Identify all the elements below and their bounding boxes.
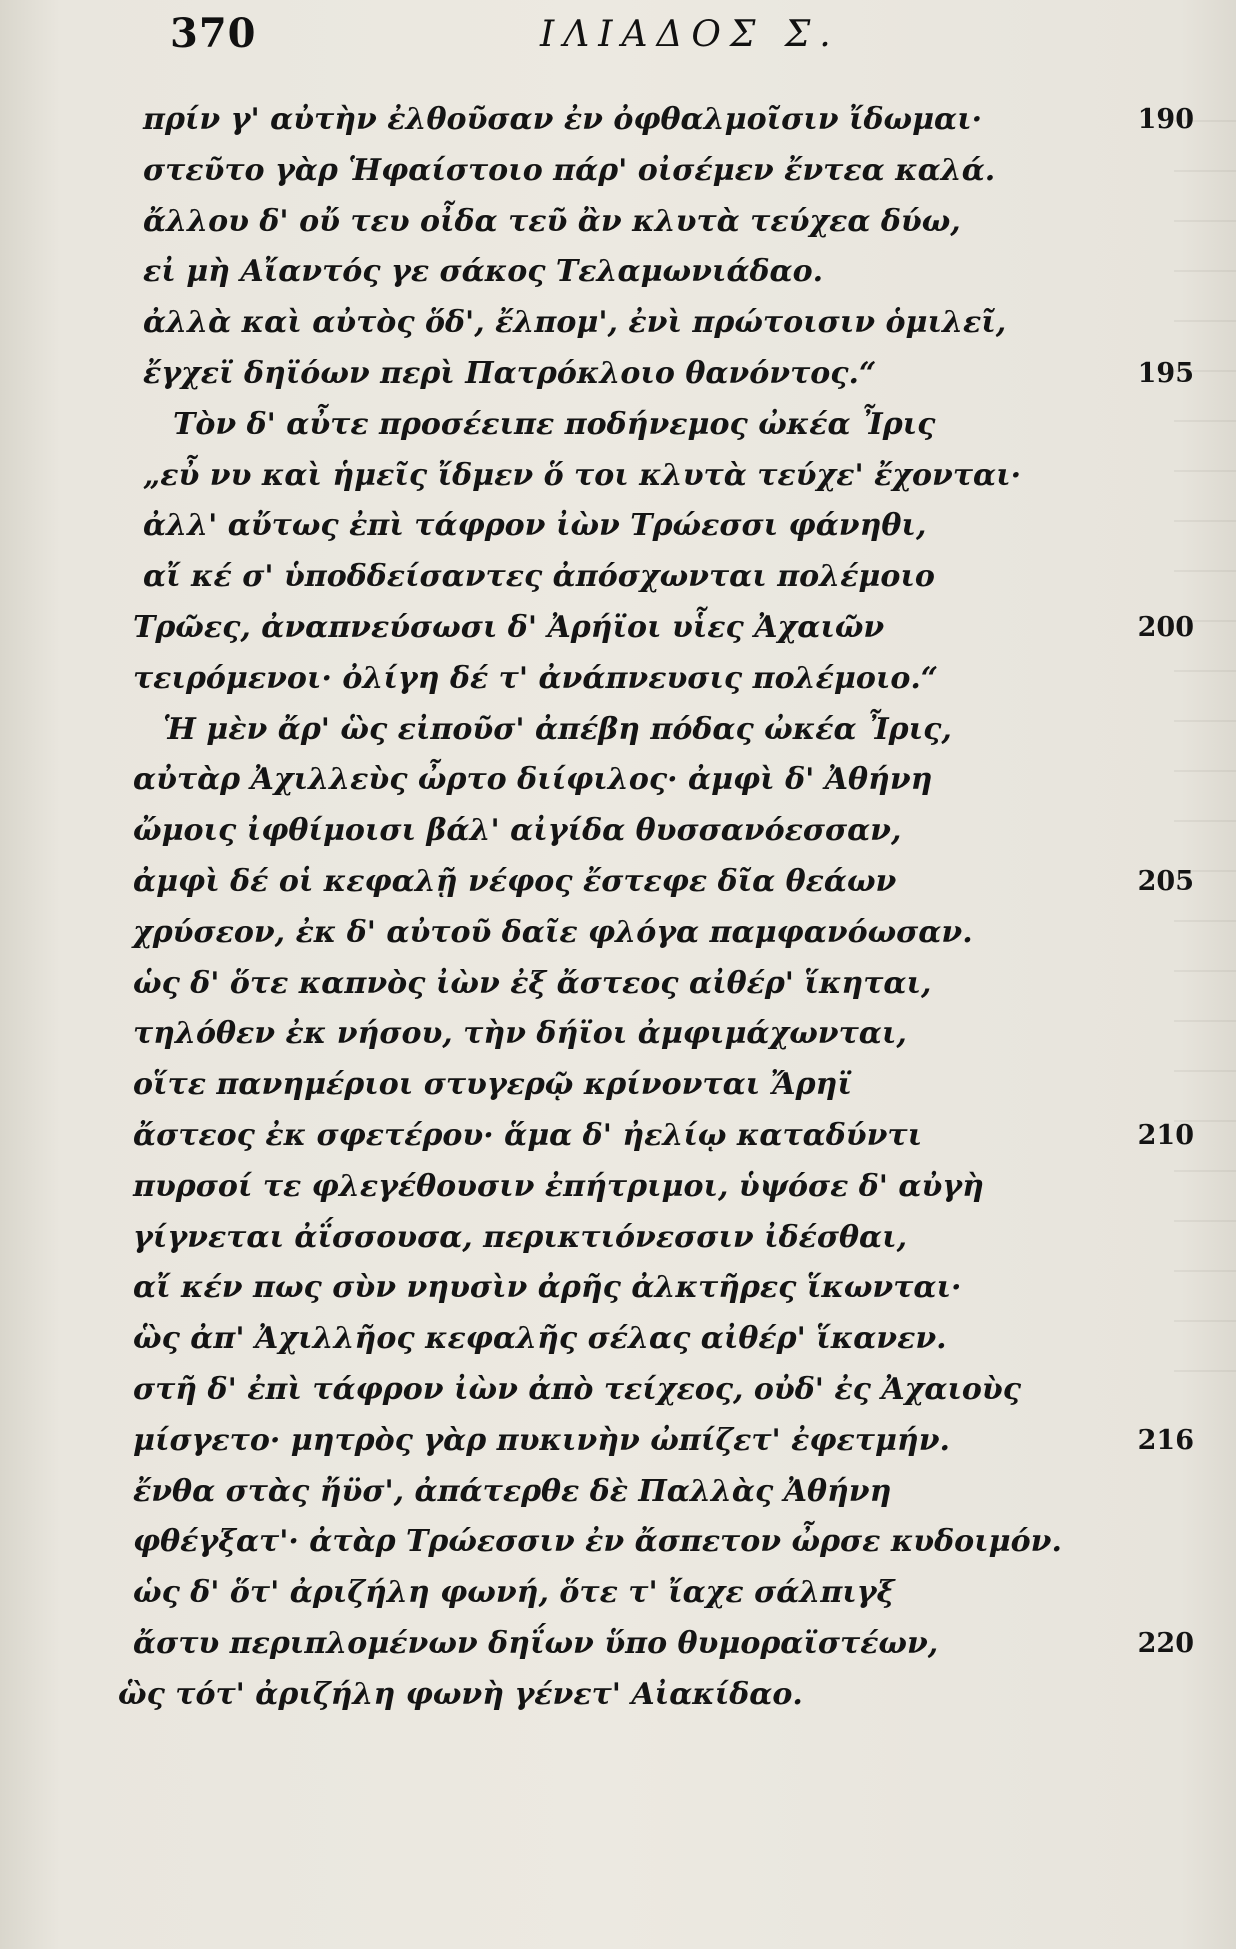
verse-text: ἔγχεϊ δηϊόων περὶ Πατρόκλοιο θανόντος.“ xyxy=(143,355,877,391)
verse-text: Τρῶες, ἀναπνεύσωσι δ' Ἀρήϊοι υἷες Ἀχαιῶν xyxy=(133,609,885,645)
running-title: ΙΛΙΑΔΟΣ Σ. xyxy=(540,14,840,55)
verse-line xyxy=(0,1009,1236,1060)
verse-text: ὤμοις ἰφθίμοισι βάλ' αἰγίδα θυσσανόεσσαν, xyxy=(133,813,902,849)
verse-line xyxy=(0,400,1236,451)
verse-line xyxy=(0,349,1236,400)
verse-text: ἄλλου δ' οὔ τευ οἶδα τεῦ ἂν κλυτὰ τεύχεα δύω, xyxy=(143,203,961,239)
verse-text: ἀλλ' αὔτως ἐπὶ τάφρον ἰὼν Τρώεσσι φάνηθι, xyxy=(143,508,927,544)
verse-line xyxy=(0,1619,1236,1670)
verse-line xyxy=(0,247,1236,298)
verse-text: ὣς τότ' ἀριζήλη φωνὴ γένετ' Αἰακίδαο. xyxy=(118,1676,803,1712)
line-number: 220 xyxy=(1137,1627,1194,1659)
verse-line xyxy=(0,1213,1236,1264)
verse-line xyxy=(0,1670,1236,1721)
verse-line xyxy=(0,603,1236,654)
verse-text: μίσγετο· μητρὸς γὰρ πυκινὴν ὠπίζετ' ἐφετμήν. xyxy=(133,1422,950,1458)
verse-text: στῆ δ' ἐπὶ τάφρον ἰὼν ἀπὸ τείχεος, οὐδ' ἐς Ἀχαιοὺς xyxy=(133,1371,1022,1407)
verse-line xyxy=(0,95,1236,146)
verse-line xyxy=(0,755,1236,806)
page-number: 370 xyxy=(170,10,257,57)
verse-line xyxy=(0,197,1236,248)
verse-line xyxy=(0,501,1236,552)
verse-line xyxy=(0,298,1236,349)
verse-line xyxy=(0,806,1236,857)
verse-line xyxy=(0,1162,1236,1213)
verse-line xyxy=(0,654,1236,705)
verse-text: ἄστυ περιπλομένων δηΐων ὕπο θυμοραϊστέων, xyxy=(133,1625,939,1661)
verse-line xyxy=(0,1263,1236,1314)
verse-line xyxy=(0,451,1236,502)
verse-text: ὡς δ' ὅτε καπνὸς ἰὼν ἐξ ἄστεος αἰθέρ' ἵκηται, xyxy=(133,965,932,1001)
page-header xyxy=(150,10,1190,70)
verse-line xyxy=(0,959,1236,1010)
verse-text: ὣς ἀπ' Ἀχιλλῆος κεφαλῆς σέλας αἰθέρ' ἵκανεν. xyxy=(133,1321,947,1357)
verse-line xyxy=(0,1568,1236,1619)
verse-text: ὡς δ' ὅτ' ἀριζήλη φωνή, ὅτε τ' ἴαχε σάλπιγξ xyxy=(133,1575,895,1611)
verse-text: χρύσεον, ἐκ δ' αὐτοῦ δαῖε φλόγα παμφανόωσαν. xyxy=(133,914,973,950)
verse-line xyxy=(0,1365,1236,1416)
verse-text: πυρσοί τε φλεγέθουσιν ἐπήτριμοι, ὑψόσε δ' αὐγὴ xyxy=(133,1168,984,1204)
verse-text: ἄστεος ἐκ σφετέρου· ἅμα δ' ἠελίῳ καταδύντι xyxy=(133,1117,923,1153)
verse-text: οἵτε πανημέριοι στυγερῷ κρίνονται Ἄρηϊ xyxy=(133,1067,852,1103)
line-number: 216 xyxy=(1137,1424,1194,1456)
verse-text: πρίν γ' αὐτὴν ἐλθοῦσαν ἐν ὀφθαλμοῖσιν ἴδωμαι· xyxy=(143,102,983,137)
line-number: 200 xyxy=(1137,611,1194,643)
verse-line xyxy=(0,1111,1236,1162)
verse-text: τειρόμενοι· ὀλίγη δέ τ' ἀνάπνευσις πολέμοιο.“ xyxy=(133,660,939,696)
verse-text: εἰ μὴ Αἴαντός γε σάκος Τελαμωνιάδαο. xyxy=(143,254,824,290)
verse-text: ἀμφὶ δέ οἱ κεφαλῇ νέφος ἔστεφε δῖα θεάων xyxy=(133,863,897,899)
line-number: 210 xyxy=(1137,1119,1194,1151)
verse-line xyxy=(0,552,1236,603)
verse-line xyxy=(0,1416,1236,1467)
verse-text: αἴ κέν πως σὺν νηυσὶν ἀρῆς ἀλκτῆρες ἵκωνται· xyxy=(133,1270,962,1306)
verse-line xyxy=(0,1517,1236,1568)
verse-text: „εὖ νυ καὶ ἡμεῖς ἴδμεν ὅ τοι κλυτὰ τεύχε' ἔχονται· xyxy=(143,457,1022,493)
verse-line xyxy=(0,908,1236,959)
verse-line xyxy=(0,1314,1236,1365)
verse-text: στεῦτο γὰρ Ἡφαίστοιο πάρ' οἰσέμεν ἔντεα καλά. xyxy=(143,152,996,188)
verse-text: Ἡ μὲν ἄρ' ὣς εἰποῦσ' ἀπέβη πόδας ὠκέα Ἶρις, xyxy=(163,711,952,747)
line-number: 190 xyxy=(1137,104,1194,135)
verse-text: Τὸν δ' αὖτε προσέειπε ποδήνεμος ὠκέα Ἶρις xyxy=(173,406,936,442)
verse-line xyxy=(0,146,1236,197)
verse-line xyxy=(0,1467,1236,1518)
verse-text: γίγνεται ἀΐσσουσα, περικτιόνεσσιν ἰδέσθαι, xyxy=(133,1219,908,1255)
verse-line xyxy=(0,705,1236,756)
verse-text: αὐτὰρ Ἀχιλλεὺς ὦρτο διίφιλος· ἀμφὶ δ' Ἀθήνη xyxy=(133,762,933,798)
line-number: 195 xyxy=(1137,357,1194,389)
verse-text: αἴ κέ σ' ὑποδδείσαντες ἀπόσχωνται πολέμοιο xyxy=(143,559,935,595)
verse-text: τηλόθεν ἐκ νήσου, τὴν δήϊοι ἀμφιμάχωνται, xyxy=(133,1016,907,1052)
verse-line xyxy=(0,857,1236,908)
verse-text: ἔνθα στὰς ἤϋσ', ἀπάτερθε δὲ Παλλὰς Ἀθήνη xyxy=(133,1473,892,1509)
verse-text: ἀλλὰ καὶ αὐτὸς ὅδ', ἔλπομ', ἐνὶ πρώτοισιν ὁμιλεῖ, xyxy=(143,305,1007,341)
verse-line xyxy=(0,1060,1236,1111)
verse-block xyxy=(0,95,1236,1721)
line-number: 205 xyxy=(1137,865,1194,897)
verse-text: φθέγξατ'· ἀτὰρ Τρώεσσιν ἐν ἄσπετον ὦρσε κυδοιμόν. xyxy=(133,1524,1062,1560)
